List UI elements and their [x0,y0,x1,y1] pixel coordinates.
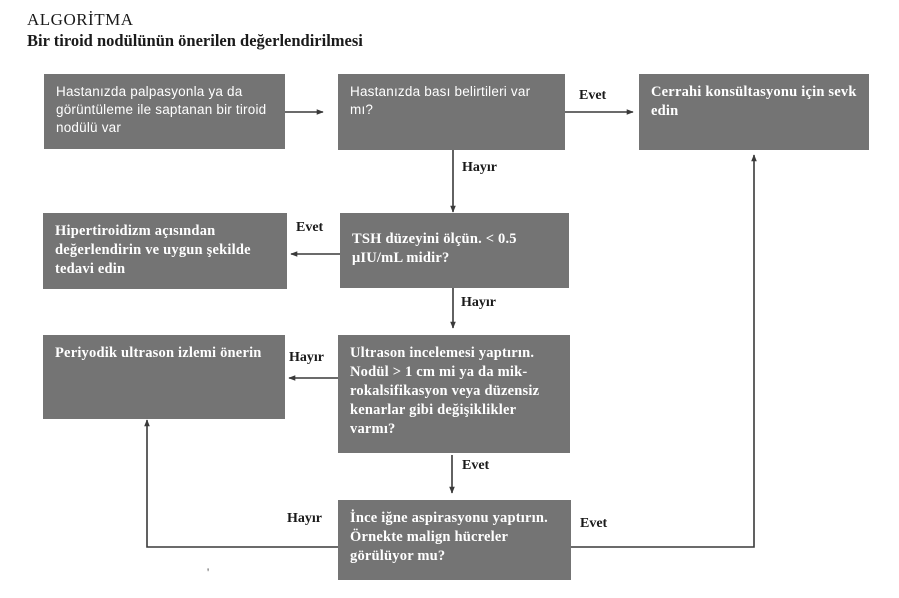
node-nodule-detected-text: Hastanızda palpasyonla ya da görüntüleme ile saptanan bir tiroid nodülü var [56,84,267,135]
edge-label-ultrasound-no: Hayır [289,350,324,365]
node-hyperthyroid-eval [43,213,287,289]
node-ultrasound-exam-text: Ultrason incelemesi yaptırın. Nodül > 1 cm mi ya da mik-rokalsifikasyon veya düzensiz kenarlar gibi değişiklikler varmı? [350,345,540,437]
node-surgical-consult [639,74,869,150]
algorithm-label: ALGORİTMA [27,10,134,29]
node-tsh-measure [340,213,569,288]
edge-label-ultrasound-yes: Evet [462,458,490,473]
edge-label-compression-no: Hayır [462,160,497,175]
arrow-fna-to-periodic [147,420,338,547]
scan-artifact-mark: ' [207,565,210,579]
node-ultrasound-exam [338,335,570,453]
edge-label-compression-yes: Evet [579,88,607,103]
edge-label-tsh-yes: Evet [296,220,324,235]
node-periodic-ultrasound-text: Periyodik ultrason izlemi önerin [55,345,262,361]
node-fine-needle-aspiration [338,500,571,580]
node-hyperthyroid-eval-text: Hipertiroidizm açısından değerlendirin ve uygun şekilde tedavi edin [55,223,251,277]
node-fine-needle-aspiration-text: İnce iğne aspirasyonu yaptırın. Örnekte malign hücreler görülüyor mu? [350,510,548,564]
edge-label-fna-no: Hayır [287,511,322,526]
edge-label-fna-yes: Evet [580,516,608,531]
arrow-fna-to-surgery [571,155,754,547]
node-tsh-measure-text: TSH düzeyini ölçün. < 0.5 μIU/mL midir? [352,231,517,266]
node-periodic-ultrasound [43,335,285,419]
node-compression-symptoms [338,74,565,150]
node-surgical-consult-text: Cerrahi konsültasyonu için sevk edin [651,84,857,119]
page-title: Bir tiroid nodülünün önerilen değerlendirilmesi [27,30,363,50]
edge-label-tsh-no: Hayır [461,295,496,310]
node-nodule-detected [44,74,285,149]
node-compression-symptoms-text: Hastanızda bası belirtileri var mı? [350,84,531,117]
